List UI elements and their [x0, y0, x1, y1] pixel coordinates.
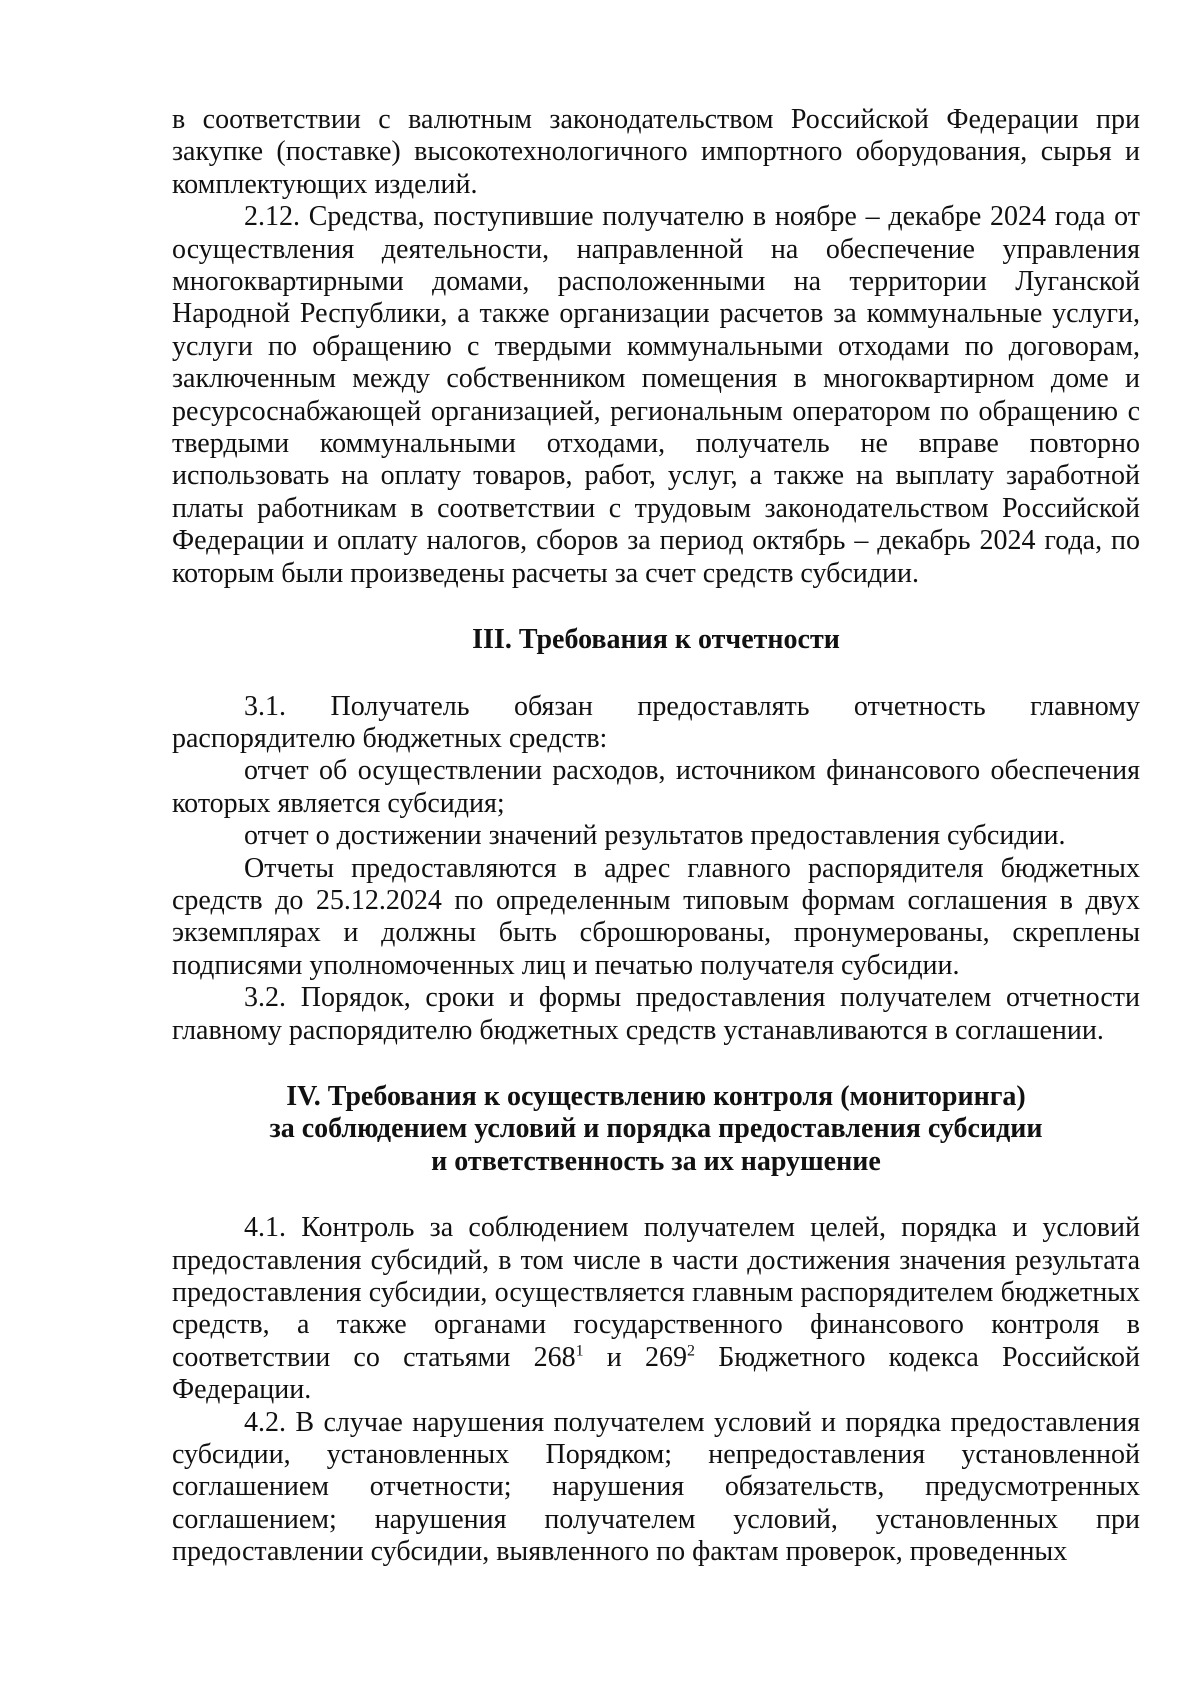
- paragraph-intro: в соответствии с валютным законодательством Российской Федерации при закупке (поставке) высокотехнологичного импортного оборудования, сырья и комплектующих изделий.: [172, 104, 1140, 200]
- paragraph-4-1-text-c: Бюджетного кодекса Российской Федерации.: [172, 1341, 1141, 1406]
- paragraph-4-1: [172, 1212, 1140, 1406]
- superscript-1: 1: [575, 1342, 584, 1360]
- superscript-2: 2: [687, 1342, 695, 1360]
- section-4-heading-line-3: и ответственность за их нарушение: [431, 1145, 881, 1177]
- paragraph-3-1-report-results: отчет о достижении значений результатов предоставления субсидии.: [244, 820, 1066, 852]
- document-page: [172, 104, 1140, 1569]
- paragraph-3-1-report-expenses: отчет об осуществлении расходов, источником финансового обеспечения которых является субсидия;: [172, 755, 1140, 819]
- paragraph-3-1-reports-submission: Отчеты предоставляются в адрес главного распорядителя бюджетных средств до 25.12.2024 по определенным типовым формам соглашения в двух экземплярах и должны быть сброшюрованы, пронумерованы, скреплены подписями уполномоченных лиц и печатью получателя субсидии.: [172, 852, 1140, 981]
- section-4-heading-line-2: за соблюдением условий и порядка предоставления субсидии: [269, 1113, 1043, 1145]
- paragraph-4-1-text-a: 4.1. Контроль за соблюдением получателем целей, порядка и условий предоставления субсидий, в том числе в части достижения значения результата предоставления субсидии, осуществляется главным распорядителем бюджетных средств, а также органами государственного финансового контроля в соответствии со статьями 268: [172, 1212, 1140, 1373]
- paragraph-3-1: 3.1. Получатель обязан предоставлять отчетность главному распорядителю бюджетных средств:: [172, 690, 1140, 754]
- paragraph-3-2: 3.2. Порядок, сроки и формы предоставления получателем отчетности главному распорядителю бюджетных средств устанавливаются в соглашении.: [172, 982, 1140, 1046]
- section-3-heading: III. Требования к отчетности: [472, 624, 840, 656]
- paragraph-4-1-text-b: и 269: [583, 1341, 687, 1373]
- paragraph-2-12: 2.12. Средства, поступившие получателю в ноябре – декабре 2024 года от осуществления деятельности, направленной на обеспечение управления многоквартирными домами, расположенными на территории Луганской Народной Республики, а также организации расчетов за коммунальные услуги, услуги по обращению с твердыми коммунальными отходами по договорам, заключенным между собственником помещения в многоквартирном доме и ресурсоснабжающей организацией, региональным оператором по обращению с твердыми коммунальными отходами, получатель не вправе повторно использовать на оплату товаров, работ, услуг, а также на выплату заработной платы работникам в соответствии с трудовым законодательством Российской Федерации и оплату налогов, сборов за период октябрь – декабрь 2024 года, по которым были произведены расчеты за счет средств субсидии.: [172, 201, 1140, 589]
- section-4-heading-line-1: IV. Требования к осуществлению контроля (мониторинга): [286, 1080, 1026, 1112]
- paragraph-4-2: 4.2. В случае нарушения получателем условий и порядка предоставления субсидии, установленных Порядком; непредоставления установленной соглашением отчетности; нарушения обязательств, предусмотренных соглашением; нарушения получателем условий, установленных при предоставлении субсидии, выявленного по фактам проверок, проведенных: [172, 1406, 1140, 1568]
- section-4-heading: [172, 1081, 1140, 1178]
